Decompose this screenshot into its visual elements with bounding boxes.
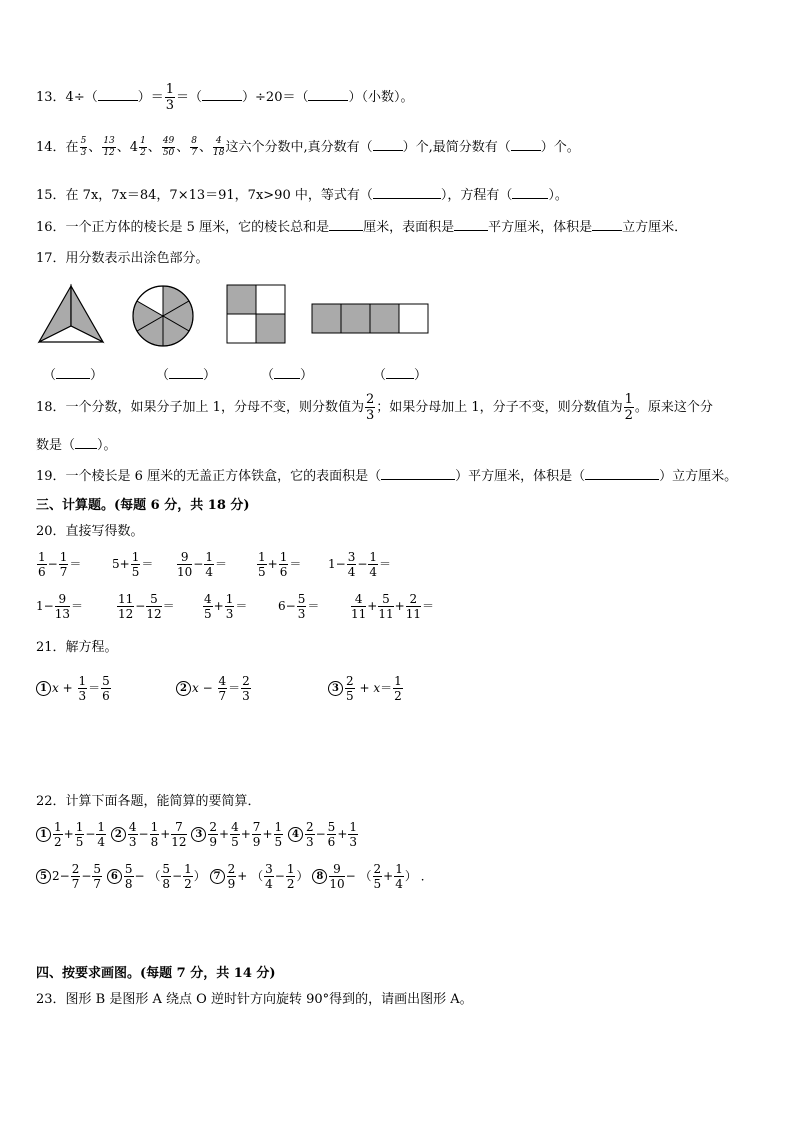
answer-blank[interactable] bbox=[75, 448, 97, 449]
section-3-title: 三、计算题。(每题 6 分，共 18 分) bbox=[36, 498, 250, 513]
equation-2: 2 x − $\frac{4}{7}$ ＝ $\frac{2}{3}$ bbox=[176, 670, 252, 706]
fig-answer-3: （ ） bbox=[261, 368, 314, 383]
fraction: $\frac{5}{11}$ bbox=[378, 592, 394, 621]
answer-blank[interactable] bbox=[202, 100, 242, 101]
fraction: $\frac{11}{12}$ bbox=[118, 592, 134, 621]
calc-row-1b: 5+ $\frac{1}{5}$ ＝ bbox=[112, 550, 154, 579]
question-18: 18．一个分数，如果分子加上 1，分母不变，则分数值为 $\frac{2}{3}$ ；如果分母加上 1，分子不变，则分数值为 $\frac{1}{2}$ 。原来这个分 bbox=[36, 392, 713, 423]
question-16: 16．一个正方体的棱长是 5 厘米，它的棱长总和是 厘米，表面积是 平方厘米，体积是 立方厘米． bbox=[36, 220, 688, 235]
square-shape bbox=[227, 285, 285, 343]
circle-shape bbox=[133, 286, 193, 346]
simplify-row-1: 1 $\frac{1}{2}$ + $\frac{1}{5}$ − $\frac{1}{4}$ 2 $\frac{4}{3}$ − $\frac{1}{8}$ + $\frac{7}{12}$ 3 $\frac{2}{9}$ + $\frac{4}{5}$ + $\frac{7}{9}$ + $\frac{1}{5}$ 4 $\frac{2}{3}$ − $\frac{5}{6}$ + $\frac{1}{3}$ bbox=[36, 816, 359, 852]
question-13: 13．4÷（ ）＝ $\frac{1}{3}$ ＝（ ）÷20＝（ ）（小数）。 bbox=[36, 82, 414, 113]
calc-row-1c: $\frac{9}{10}$ − $\frac{1}{4}$ ＝ bbox=[177, 550, 227, 579]
answer-blank[interactable] bbox=[98, 100, 138, 101]
question-21: 21．解方程。 bbox=[36, 640, 118, 655]
answer-blank[interactable] bbox=[56, 378, 90, 379]
fraction: $\frac{5}{3}$ bbox=[297, 592, 306, 621]
fraction: $\frac{5}{6}$ bbox=[102, 674, 110, 703]
fraction: $\frac{2}{3}$ bbox=[365, 392, 375, 423]
answer-blank[interactable] bbox=[512, 198, 548, 199]
calc-row-2a: 1− $\frac{9}{13}$ ＝ bbox=[36, 592, 83, 621]
answer-blank[interactable] bbox=[329, 230, 363, 231]
question-23: 23．图形 B 是图形 A 绕点 O 逆时针方向旋转 90°得到的，请画出图形 A。 bbox=[36, 992, 473, 1007]
answer-blank[interactable] bbox=[592, 230, 622, 231]
fraction: $\frac{4}{5}$ bbox=[204, 592, 212, 621]
answer-blank[interactable] bbox=[454, 230, 488, 231]
section-4-title: 四、按要求画图。(每题 7 分，共 14 分) bbox=[36, 966, 276, 981]
shaded-shapes-figure bbox=[30, 282, 440, 352]
fraction: $\frac{1}{3}$ bbox=[78, 674, 87, 703]
answer-blank[interactable] bbox=[386, 378, 414, 379]
fig-answer-4: （ ） bbox=[373, 368, 428, 383]
fraction: $\frac{2}{5}$ bbox=[346, 674, 354, 703]
calc-row-1e: 1− $\frac{3}{4}$ − $\frac{1}{4}$ ＝ bbox=[328, 550, 392, 579]
calc-row-1: $\frac{1}{6}$ − $\frac{1}{7}$ ＝ bbox=[38, 550, 82, 579]
answer-blank[interactable] bbox=[585, 479, 659, 480]
question-15: 15．在 7x，7x＝84，7×13＝91，7x>90 中，等式有（ ），方程有（ ）。 bbox=[36, 188, 568, 203]
fraction: $\frac{1}{5}$ bbox=[131, 550, 140, 579]
fraction: $\frac{1}{4}$ bbox=[369, 550, 378, 579]
equation-1: 1 x + $\frac{1}{3}$ ＝ $\frac{5}{6}$ bbox=[36, 670, 112, 706]
rectangle-strip-shape bbox=[312, 304, 428, 333]
question-14: 14．在 $\frac{5}{3}$ 、 $\frac{13}{12}$ 、4 $\frac{1}{2}$ 、 $\frac{49}{50}$ 、 $\frac{8}{7}$ 、 $\frac{4}{18}$ 这六个分数中,真分数有（ ）个,最简分数有（ ）个。 bbox=[36, 136, 580, 158]
fraction: $\frac{1}{2}$ bbox=[394, 674, 402, 703]
fraction: $\frac{13}{12}$ bbox=[103, 136, 115, 158]
simplify-row-2: 5 2− $\frac{2}{7}$ − $\frac{5}{7}$ 6 $\frac{5}{8}$ − （ $\frac{5}{8}$ − $\frac{1}{2}$ ） 7 $\frac{2}{9}$ + （ $\frac{3}{4}$ − $\frac{1}{2}$ ） 8 $\frac{9}{10}$ − （ $\frac{2}{5}$ + $\frac{1}{4}$ ） ． bbox=[36, 858, 433, 894]
calc-row-2e: $\frac{4}{11}$ + $\frac{5}{11}$ + $\frac{2}{11}$ ＝ bbox=[351, 592, 434, 621]
fraction: $\frac{5}{12}$ bbox=[146, 592, 162, 621]
fraction: $\frac{5}{3}$ bbox=[80, 136, 87, 158]
fig-answer-2: （ ） bbox=[156, 368, 217, 383]
fraction: $\frac{2}{3}$ bbox=[242, 674, 250, 703]
fraction: $\frac{9}{10}$ bbox=[177, 550, 193, 579]
triangle-shape bbox=[39, 286, 103, 342]
fraction: $\frac{1}{2}$ bbox=[140, 136, 146, 158]
calc-row-2c: $\frac{4}{5}$ + $\frac{1}{3}$ ＝ bbox=[204, 592, 248, 621]
fraction: $\frac{8}{7}$ bbox=[191, 136, 198, 158]
question-18-cont: 数是（ ）。 bbox=[36, 438, 117, 453]
answer-blank[interactable] bbox=[274, 378, 300, 379]
answer-blank[interactable] bbox=[169, 378, 203, 379]
calc-row-2d: 6− $\frac{5}{3}$ ＝ bbox=[278, 592, 320, 621]
fraction: $\frac{1}{3}$ bbox=[165, 82, 175, 113]
circle-number: 3 bbox=[328, 681, 343, 696]
answer-blank[interactable] bbox=[373, 150, 403, 151]
fraction: $\frac{4}{18}$ bbox=[213, 136, 225, 158]
fraction: $\frac{1}{6}$ bbox=[38, 550, 46, 579]
fraction: $\frac{9}{13}$ bbox=[54, 592, 70, 621]
fraction: $\frac{4}{7}$ bbox=[218, 674, 227, 703]
fraction: $\frac{2}{11}$ bbox=[405, 592, 421, 621]
circle-number: 1 bbox=[36, 681, 51, 696]
equation-3: 3 $\frac{2}{5}$ + x＝ $\frac{1}{2}$ bbox=[328, 670, 404, 706]
answer-blank[interactable] bbox=[373, 198, 441, 199]
fraction: $\frac{1}{4}$ bbox=[205, 550, 213, 579]
answer-blank[interactable] bbox=[511, 150, 541, 151]
fig-answer-1: （ ） bbox=[43, 368, 104, 383]
answer-blank[interactable] bbox=[308, 100, 348, 101]
fraction: $\frac{1}{5}$ bbox=[258, 550, 266, 579]
fraction: $\frac{1}{6}$ bbox=[279, 550, 288, 579]
fraction: $\frac{1}{2}$ bbox=[624, 392, 633, 423]
question-17: 17．用分数表示出涂色部分。 bbox=[36, 251, 209, 266]
calc-row-2b: $\frac{11}{12}$ − $\frac{5}{12}$ ＝ bbox=[118, 592, 175, 621]
fraction: $\frac{4}{11}$ bbox=[351, 592, 367, 621]
circle-number: 2 bbox=[176, 681, 191, 696]
calc-row-1d: $\frac{1}{5}$ + $\frac{1}{6}$ ＝ bbox=[258, 550, 302, 579]
question-22: 22．计算下面各题，能简算的要简算． bbox=[36, 794, 261, 809]
question-19: 19．一个棱长是 6 厘米的无盖正方体铁盒，它的表面积是（ ）平方厘米，体积是（ ）立方厘米。 bbox=[36, 469, 738, 484]
fraction: $\frac{1}{3}$ bbox=[225, 592, 234, 621]
fraction: $\frac{3}{4}$ bbox=[347, 550, 356, 579]
question-20: 20．直接写得数。 bbox=[36, 524, 144, 539]
fraction: $\frac{1}{7}$ bbox=[59, 550, 68, 579]
answer-blank[interactable] bbox=[381, 479, 455, 480]
fraction: $\frac{49}{50}$ bbox=[162, 136, 175, 158]
